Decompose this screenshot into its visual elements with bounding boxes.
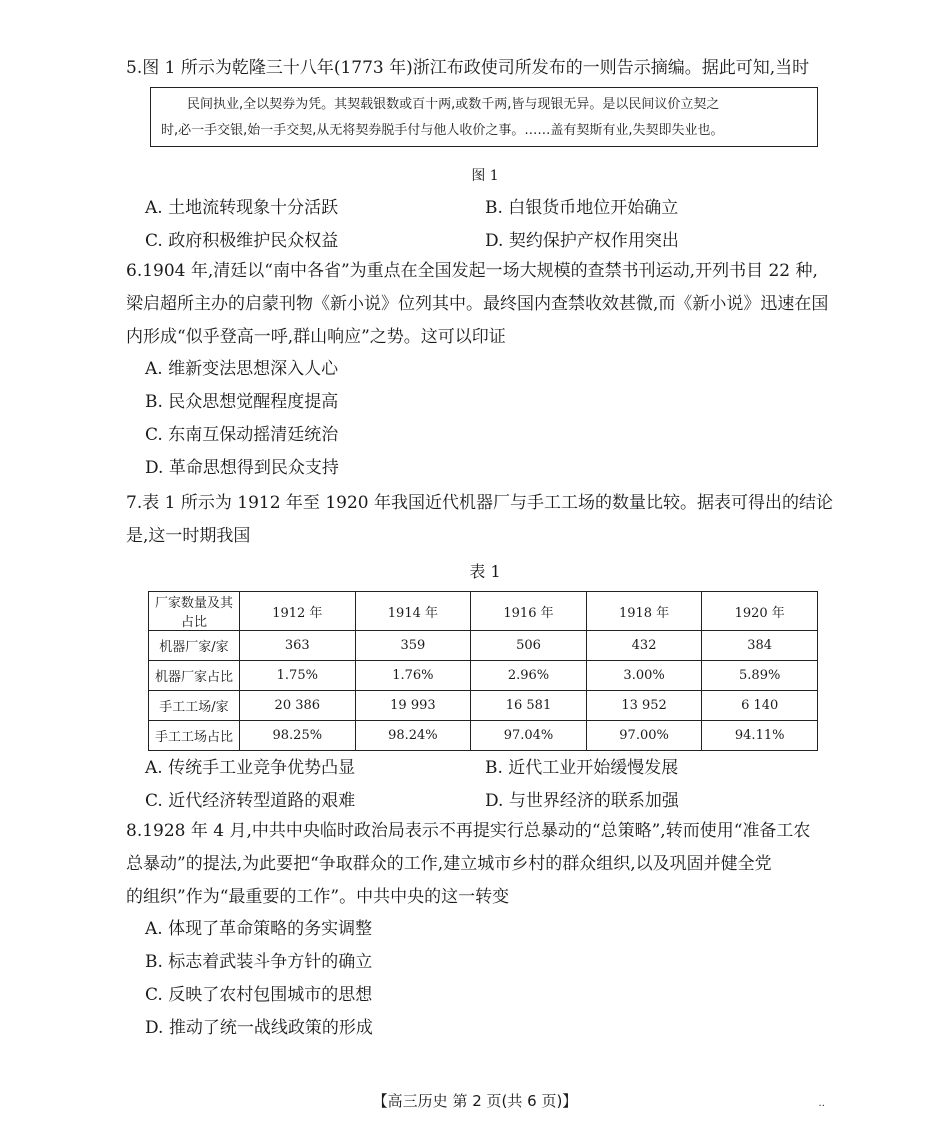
table-cell: 506 <box>471 631 587 661</box>
table-header-cell: 1916 年 <box>471 592 587 631</box>
page-footer: 【高三历史 第 2 页(共 6 页)】 <box>372 1092 578 1110</box>
question-8-line-1: 8.1928 年 4 月,中共中央临时政治局表示不再提实行总暴动的“总策略”,转而使用“准备工农 <box>126 821 811 841</box>
table-cell: 2.96% <box>471 661 587 691</box>
table-cell: 19 993 <box>355 691 471 721</box>
table-cell: 1.75% <box>240 661 356 691</box>
quote-line-2: 时,必一手交银,始一手交契,从无将契券脱手付与他人收价之事。……盖有契斯有业,失契即失业也。 <box>161 123 724 138</box>
question-5-options <box>145 189 825 255</box>
option-a[interactable]: A. 土地流转现象十分活跃 <box>145 198 339 218</box>
option-a[interactable]: A. 体现了革命策略的务实调整 <box>145 919 373 939</box>
table-row <box>149 661 818 691</box>
table-header-row <box>149 592 818 631</box>
option-b[interactable]: B. 白银货币地位开始确立 <box>485 198 679 218</box>
figure-1-caption: 图 1 <box>471 168 499 184</box>
table-cell: 97.00% <box>586 721 702 751</box>
table-cell: 94.11% <box>702 721 818 751</box>
table-cell: 98.25% <box>240 721 356 751</box>
table-cell: 13 952 <box>586 691 702 721</box>
table-row-header: 机器厂家占比 <box>149 661 240 691</box>
option-c[interactable]: C. 反映了农村包围城市的思想 <box>145 985 373 1005</box>
table-row <box>149 631 818 661</box>
question-6-line-3: 内形成“似乎登高一呼,群山响应”之势。这可以印证 <box>126 327 506 347</box>
question-6 <box>126 255 846 354</box>
option-d[interactable]: D. 革命思想得到民众支持 <box>145 458 339 478</box>
question-5-stem: 5.图 1 所示为乾隆三十八年(1773 年)浙江布政使司所发布的一则告示摘编。据此可知,当时 <box>126 58 810 78</box>
option-b[interactable]: B. 近代工业开始缓慢发展 <box>485 758 679 778</box>
table-header-cell: 1914 年 <box>355 592 471 631</box>
table-cell: 3.00% <box>586 661 702 691</box>
table-row-header: 机器厂家/家 <box>149 631 240 661</box>
question-8-options <box>145 913 373 1045</box>
table-row-header: 手工工场/家 <box>149 691 240 721</box>
table-header-cell: 1918 年 <box>586 592 702 631</box>
table-cell: 6 140 <box>702 691 818 721</box>
option-c[interactable]: C. 东南互保动摇清廷统治 <box>145 425 339 445</box>
table-header-cell: 1912 年 <box>240 592 356 631</box>
table-cell: 359 <box>355 631 471 661</box>
question-8-line-3: 的组织”作为“最重要的工作”。中共中央的这一转变 <box>126 887 510 907</box>
question-6-line-1: 6.1904 年,清廷以“南中各省”为重点在全国发起一场大规模的查禁书刊运动,开列书目 22 种, <box>126 261 818 281</box>
question-8-line-2: 总暴动”的提法,为此要把“争取群众的工作,建立城市乡村的群众组织,以及巩固并健全党 <box>126 854 772 874</box>
option-b[interactable]: B. 民众思想觉醒程度提高 <box>145 392 339 412</box>
question-7-line-2: 是,这一时期我国 <box>126 526 251 546</box>
table-row <box>149 721 818 751</box>
table-cell: 1.76% <box>355 661 471 691</box>
option-c[interactable]: C. 政府积极维护民众权益 <box>145 231 339 251</box>
table-cell: 98.24% <box>355 721 471 751</box>
option-d[interactable]: D. 契约保护产权作用突出 <box>485 231 679 251</box>
option-b[interactable]: B. 标志着武装斗争方针的确立 <box>145 952 373 972</box>
option-a[interactable]: A. 传统手工业竞争优势凸显 <box>145 758 356 778</box>
question-7-line-1: 7.表 1 所示为 1912 年至 1920 年我国近代机器厂与手工工场的数量比较。据表可得出的结论 <box>126 493 833 513</box>
table-row <box>149 691 818 721</box>
table-header-cell: 1920 年 <box>702 592 818 631</box>
question-5 <box>126 52 846 85</box>
table-cell: 20 386 <box>240 691 356 721</box>
table-row-header: 手工工场占比 <box>149 721 240 751</box>
question-6-line-2: 梁启超所主办的启蒙刊物《新小说》位列其中。最终国内查禁收效甚微,而《新小说》迅速在国 <box>126 294 829 314</box>
table-1 <box>148 591 818 751</box>
question-8 <box>126 815 846 914</box>
table-cell: 5.89% <box>702 661 818 691</box>
table-cell: 363 <box>240 631 356 661</box>
table-header-cell: 厂家数量及其占比 <box>149 592 240 631</box>
option-c[interactable]: C. 近代经济转型道路的艰难 <box>145 791 356 811</box>
option-d[interactable]: D. 推动了统一战线政策的形成 <box>145 1018 373 1038</box>
table-cell: 97.04% <box>471 721 587 751</box>
question-7-options <box>145 749 825 815</box>
table-1-caption: 表 1 <box>469 562 501 581</box>
quote-line-1: 民间执业,全以契券为凭。其契载银数或百十两,或数千两,皆与现银无异。是以民间议价立契之 <box>187 97 720 112</box>
option-d[interactable]: D. 与世界经济的联系加强 <box>485 791 679 811</box>
question-6-options <box>145 353 339 485</box>
table-cell: 16 581 <box>471 691 587 721</box>
option-a[interactable]: A. 维新变法思想深入人心 <box>145 359 339 379</box>
table-cell: 384 <box>702 631 818 661</box>
corner-mark: ‥ <box>818 1098 825 1109</box>
table-cell: 432 <box>586 631 702 661</box>
question-7 <box>126 487 846 553</box>
question-5-quote-box <box>150 87 818 147</box>
